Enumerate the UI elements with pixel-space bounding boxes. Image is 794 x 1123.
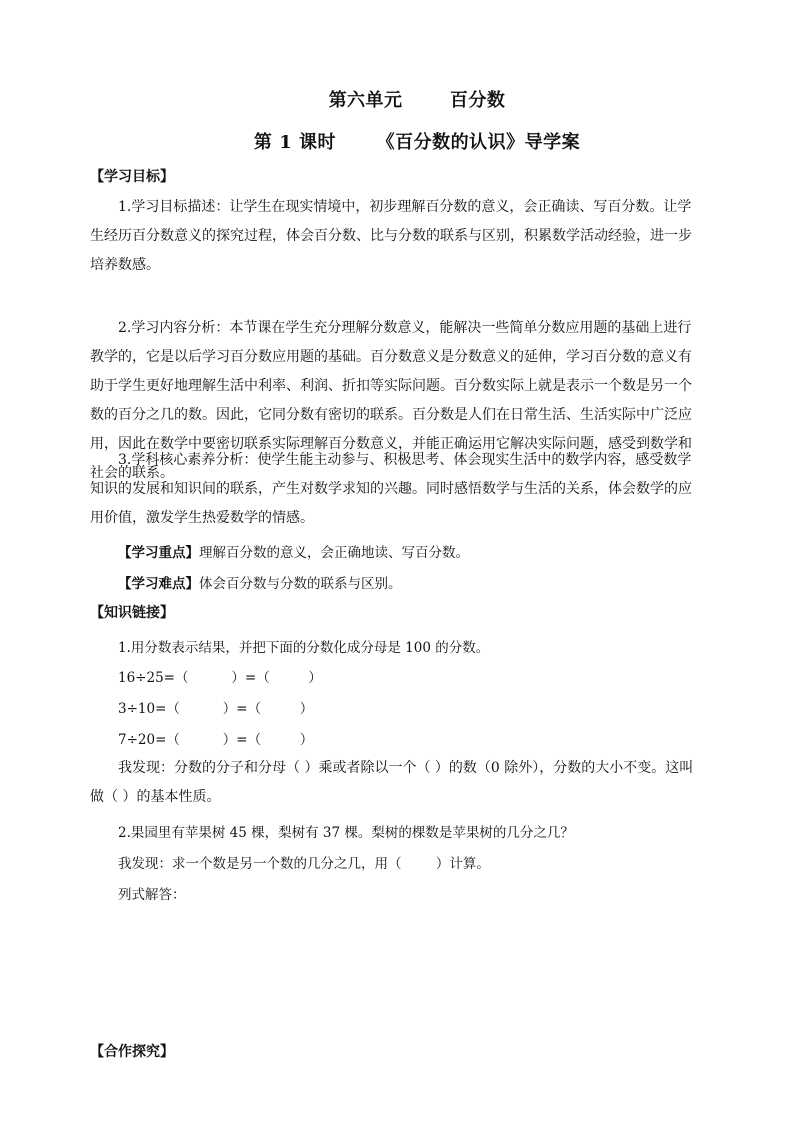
key-point — [118, 541, 469, 561]
equation-2: 3÷10=（ ）=（ ） — [118, 701, 314, 717]
objective-paragraph-1: 1.学习目标描述：让学生在现实情境中，初步理解百分数的意义，会正确读、写百分数。让学生经历百分数意义的探究过程，体会百分数、比与分数的联系与区别，积累数学活动经验，进一步培养数感。 — [90, 199, 692, 273]
solve-prompt: 列式解答： — [118, 887, 186, 903]
difficulty-point — [118, 572, 402, 592]
difficulty-label: 【学习难点】 — [118, 576, 199, 592]
finding-2: 我发现：求一个数是另一个数的几分之几，用（ ）计算。 — [118, 856, 490, 872]
key-point-label: 【学习重点】 — [118, 545, 199, 561]
unit-title: 第六单元 百分数 — [328, 90, 506, 111]
question-2: 2.果园里有苹果树 45 棵，梨树有 37 棵。梨树的棵数是苹果树的几分之几？ — [118, 825, 574, 841]
question-1: 1.用分数表示结果，并把下面的分数化成分母是 100 的分数。 — [118, 640, 490, 656]
explore-heading: 【合作探究】 — [90, 1044, 174, 1060]
lesson-title: 第 1 课时 《百分数的认识》导学案 — [253, 132, 581, 153]
knowledge-heading: 【知识链接】 — [90, 605, 174, 621]
difficulty-text: 体会百分数与分数的联系与区别。 — [199, 576, 402, 592]
equation-1: 16÷25=（ ）=（ ） — [118, 670, 322, 686]
key-point-text: 理解百分数的意义，会正确地读、写百分数。 — [199, 545, 469, 561]
finding-1: 我发现：分数的分子和分母（ ）乘或者除以一个（ ）的数（0 除外），分数的大小不变。这叫做（ ）的基本性质。 — [90, 760, 694, 805]
objective-paragraph-2: 2.学习内容分析：本节课在学生充分理解分数意义，能解决一些简单分数应用题的基础上进行教学的，它是以后学习百分数应用题的基础。百分数意义是分数意义的延伸，学习百分数的意义有助于学生更好地理解生活中利率、利润、折扣等实际问题。百分数实际上就是表示一个数是另一个数的百分之几的数。因此，它同分数有密切的联系。百分数是人们在日常生活、生活实际中广泛应用，因此在数学中要密切联系实际理解百分数意义，并能正确运用它解决实际问题，感受到数学和社会的联系。 — [90, 320, 692, 481]
equation-3: 7÷20=（ ）=（ ） — [118, 732, 314, 748]
objectives-heading: 【学习目标】 — [90, 169, 174, 185]
objective-paragraph-3: 3.学科核心素养分析：使学生能主动参与、积极思考、体会现实生活中的数学内容，感受数学知识的发展和知识间的联系，产生对数学求知的兴趣。同时感悟数学与生活的关系，体会数学的应用价值，激发学生热爱数学的情感。 — [90, 452, 692, 526]
